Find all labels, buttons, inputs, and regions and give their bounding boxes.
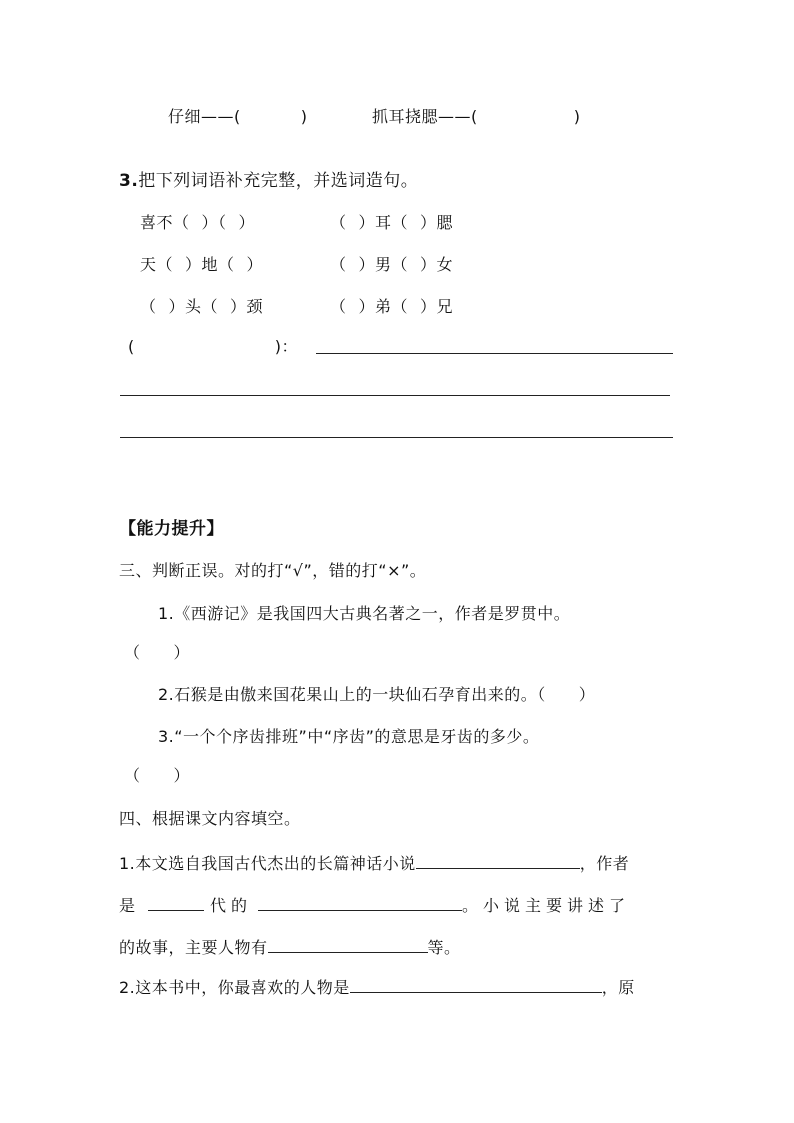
- fill-blank[interactable]: [416, 852, 580, 869]
- word-part: ）: [238, 213, 256, 232]
- fill-q1-line1: [119, 852, 629, 875]
- section-heading: 【能力提升】: [119, 519, 224, 539]
- top-item-1: [168, 106, 308, 128]
- word-part: ）（: [201, 213, 227, 232]
- judge-item-1-paren[interactable]: （ ）: [124, 643, 191, 662]
- q3-row1-left: [140, 212, 255, 234]
- word-part: （: [330, 213, 347, 232]
- fill-text: 。小说主要讲述了: [462, 896, 631, 915]
- word-part: 喜不（: [140, 213, 190, 232]
- section3-title: 三、判断正误。对的打“√”，错的打“×”。: [119, 561, 427, 580]
- answer-line[interactable]: [120, 437, 673, 438]
- word-part: 天（: [140, 255, 174, 274]
- word-part: ）地（: [185, 255, 235, 274]
- judge-item-1: 1.《西游记》是我国四大古典名著之一，作者是罗贯中。: [158, 604, 571, 623]
- word-part: ）弟（: [358, 297, 409, 316]
- top-item-1-close: ): [300, 107, 308, 126]
- q3-number: 3.: [119, 171, 139, 191]
- fill-blank[interactable]: [268, 936, 428, 953]
- word-part: ）女: [420, 255, 454, 274]
- fill-q1-line3: [119, 936, 461, 959]
- top-item-2-text: 抓耳挠腮——(: [372, 107, 478, 126]
- judge-item-3-paren[interactable]: （ ）: [124, 766, 191, 785]
- word-part: ）颈: [230, 297, 264, 316]
- fill-text: 代的: [210, 896, 253, 915]
- fill-text: 1.本文选自我国古代杰出的长篇神话小说: [119, 854, 416, 873]
- q3-answer-label: [128, 336, 298, 358]
- fill-blank[interactable]: [350, 976, 602, 993]
- fill-text: 2.这本书中，你最喜欢的人物是: [119, 978, 350, 997]
- top-item-2-close: ): [573, 107, 581, 126]
- answer-open-paren: (: [128, 337, 135, 356]
- judge-item-3: 3.“一个个序齿排班”中“序齿”的意思是牙齿的多少。: [158, 727, 540, 746]
- fill-text: 的故事，主要人物有: [119, 938, 268, 957]
- fill-text: ，原: [601, 978, 635, 997]
- fill-q2: [119, 976, 635, 999]
- word-part: ）耳（: [358, 213, 409, 232]
- top-item-1-text: 仔细——(: [168, 107, 241, 126]
- q3-text: 把下列词语补充完整，并选词造句。: [138, 171, 419, 191]
- q3-row3-left: [140, 296, 263, 318]
- word-part: （: [330, 297, 347, 316]
- word-part: ）腮: [420, 213, 454, 232]
- section4-title: 四、根据课文内容填空。: [119, 809, 301, 828]
- fill-blank[interactable]: [148, 894, 204, 911]
- fill-q1-line2: [119, 894, 630, 917]
- q3-row1-right: [330, 212, 453, 234]
- word-part: ）: [246, 255, 264, 274]
- fill-text: ，作者: [579, 854, 630, 873]
- judge-item-2: 2.石猴是由傲来国花果山上的一块仙石孕育出来的。（ ）: [158, 685, 596, 704]
- word-part: ）兄: [420, 297, 454, 316]
- word-part: （: [330, 255, 347, 274]
- q3-row2-left: [140, 254, 263, 276]
- word-part: ）头（: [168, 297, 219, 316]
- answer-line[interactable]: [316, 353, 673, 354]
- answer-close-paren: )：: [274, 337, 298, 356]
- top-item-2: [372, 106, 581, 128]
- q3-row3-right: [330, 296, 453, 318]
- word-part: （: [140, 297, 157, 316]
- word-part: ）男（: [358, 255, 409, 274]
- fill-text: 等。: [427, 938, 461, 957]
- q3-title: [119, 170, 418, 192]
- answer-line[interactable]: [120, 395, 670, 396]
- q3-row2-right: [330, 254, 453, 276]
- fill-text: 是: [119, 896, 141, 915]
- fill-blank[interactable]: [258, 894, 462, 911]
